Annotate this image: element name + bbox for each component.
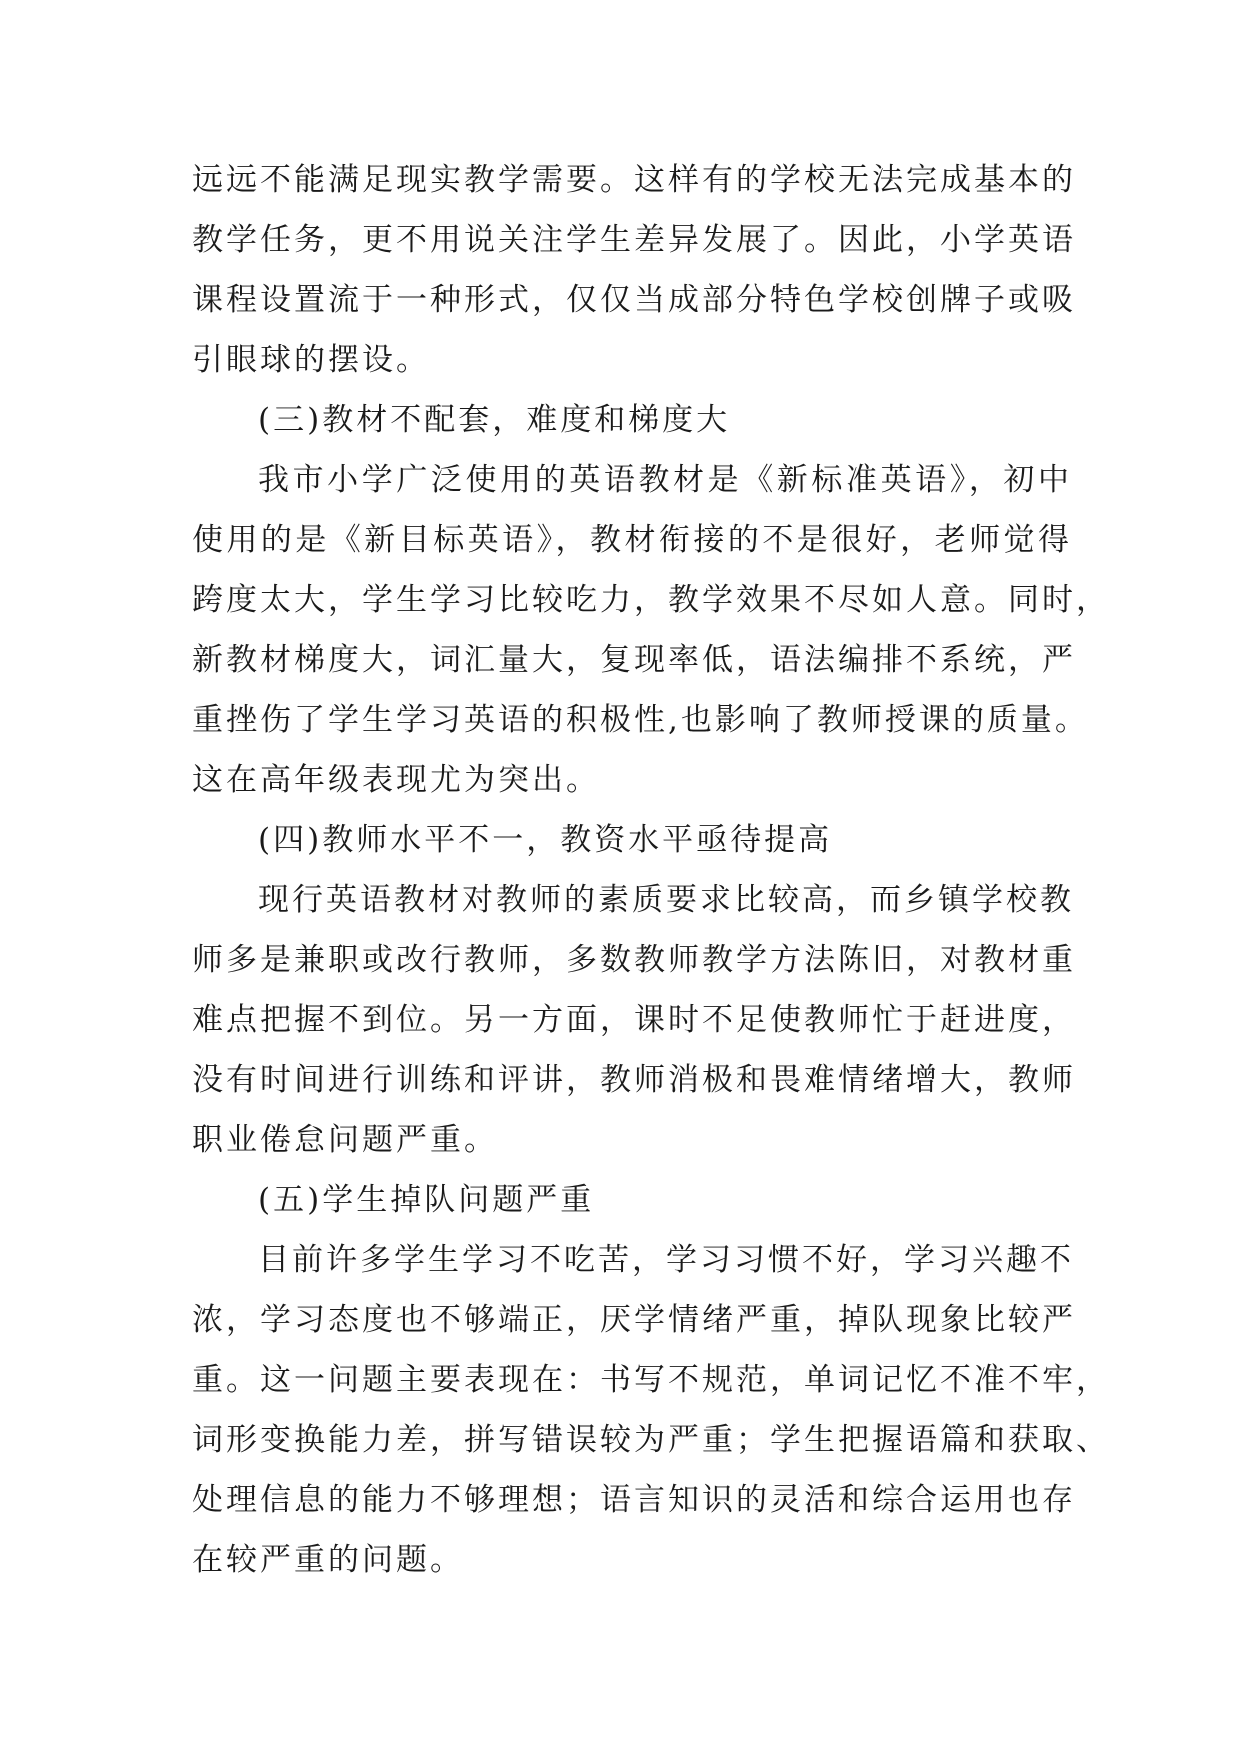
- text-line: 我市小学广泛使用的英语教材是《新标准英语》，初中: [258, 462, 1072, 498]
- text-line: 在较严重的问题。: [192, 1542, 464, 1578]
- text-line: 新教材梯度大，词汇量大，复现率低，语法编排不系统，严: [192, 642, 1076, 678]
- text-line: 课程设置流于一种形式，仅仅当成部分特色学校创牌子或吸: [192, 282, 1076, 318]
- document-body: [192, 150, 1110, 1590]
- text-line: 重。这一问题主要表现在：书写不规范，单词记忆不准不牢，: [192, 1362, 1110, 1398]
- text-line: 职业倦怠问题严重。: [192, 1122, 498, 1158]
- text-line: 重挫伤了学生学习英语的积极性,也影响了教师授课的质量。: [192, 702, 1089, 738]
- text-line: 引眼球的摆设。: [192, 342, 430, 378]
- text-line: 这在高年级表现尤为突出。: [192, 762, 600, 798]
- text-line: 目前许多学生学习不吃苦，学习习惯不好，学习兴趣不: [258, 1242, 1074, 1278]
- text-line: 难点把握不到位。另一方面，课时不足使教师忙于赶进度，: [192, 1002, 1076, 1038]
- section-heading-3: (三)教材不配套，难度和梯度大: [258, 402, 731, 438]
- text-line: 教学任务，更不用说关注学生差异发展了。因此，小学英语: [192, 222, 1076, 258]
- text-line: 词形变换能力差，拼写错误较为严重；学生把握语篇和获取、: [192, 1422, 1110, 1458]
- text-line: 使用的是《新目标英语》，教材衔接的不是很好，老师觉得: [192, 522, 1072, 558]
- section-heading-5: (五)学生掉队问题严重: [258, 1182, 595, 1218]
- text-line: 处理信息的能力不够理想；语言知识的灵活和综合运用也存: [192, 1482, 1076, 1518]
- text-line: 浓，学习态度也不够端正，厌学情绪严重，掉队现象比较严: [192, 1302, 1076, 1338]
- section-heading-4: (四)教师水平不一，教资水平亟待提高: [258, 822, 833, 858]
- text-line: 没有时间进行训练和评讲，教师消极和畏难情绪增大，教师: [192, 1062, 1076, 1098]
- text-line: 师多是兼职或改行教师，多数教师教学方法陈旧，对教材重: [192, 942, 1076, 978]
- text-line: 远远不能满足现实教学需要。这样有的学校无法完成基本的: [192, 162, 1076, 198]
- text-line: 跨度太大，学生学习比较吃力，教学效果不尽如人意。同时，: [192, 582, 1110, 618]
- text-line: 现行英语教材对教师的素质要求比较高，而乡镇学校教: [258, 882, 1074, 918]
